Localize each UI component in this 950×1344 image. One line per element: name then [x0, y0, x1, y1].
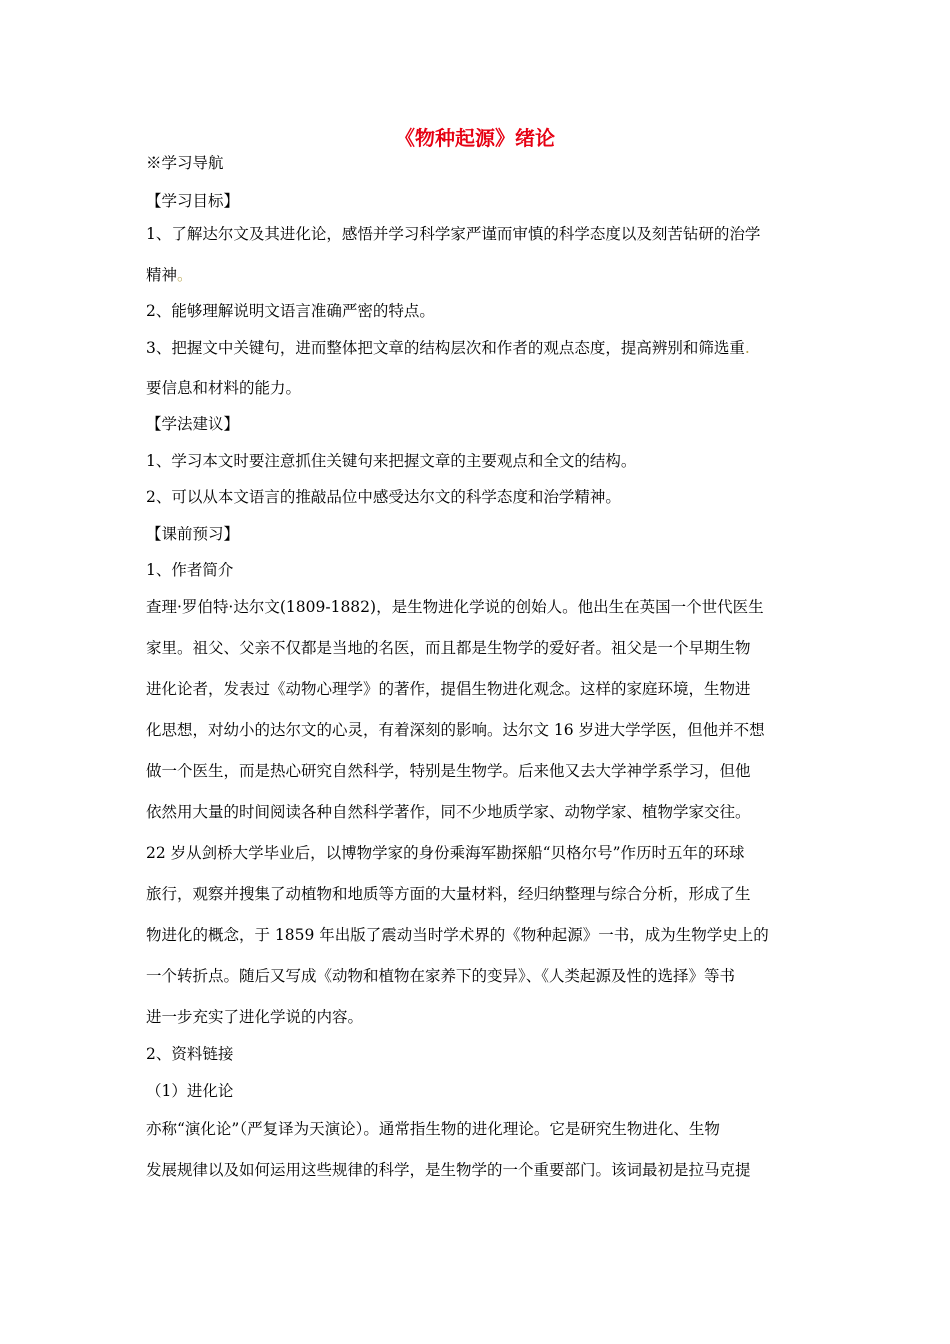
goal-3-line-2: 要信息和材料的能力。 — [146, 379, 302, 397]
goal-3-text: 3、把握文中关键句，进而整体把文章的结构层次和作者的观点态度，提高辨别和筛选重 — [146, 339, 745, 357]
method-1: 1、学习本文时要注意抓住关键句来把握文章的主要观点和全文的结构。 — [146, 452, 637, 470]
evolution-subheading: （1）进化论 — [146, 1082, 234, 1100]
document-title: 《物种起源》绪论 — [395, 126, 555, 150]
goal-2: 2、能够理解说明文语言准确严密的特点。 — [146, 302, 435, 320]
bio-line-4: 化思想，对幼小的达尔文的心灵，有着深刻的影响。达尔文 16 岁进大学学医，但他并不想 — [146, 721, 765, 739]
author-intro-heading: 1、作者简介 — [146, 561, 234, 579]
bio-line-9: 物进化的概念，于 1859 年出版了震动当时学术界的《物种起源》一书，成为生物学史上的 — [146, 926, 769, 944]
goal-3-line-1 — [146, 338, 750, 358]
bio-line-2: 家里。祖父、父亲不仅都是当地的名医，而且都是生物学的爱好者。祖父是一个早期生物 — [146, 639, 751, 657]
bio-line-5: 做一个医生，而是热心研究自然科学，特别是生物学。后来他又去大学神学系学习，但他 — [146, 762, 751, 780]
bio-line-1: 查理·罗伯特·达尔文(1809-1882)，是生物进化学说的创始人。他出生在英国一个世代医生 — [146, 598, 764, 616]
goal-3-mark: . — [744, 339, 750, 357]
bio-line-3: 进化论者，发表过《动物心理学》的著作，提倡生物进化观念。这样的家庭环境，生物进 — [146, 680, 751, 698]
goal-1-text-end: 精神 — [146, 266, 178, 284]
goal-1-line-2 — [146, 265, 193, 285]
section-heading-guide: ※学习导航 — [146, 154, 224, 172]
bio-line-8: 旅行，观察并搜集了动植物和地质等方面的大量材料，经归纳整理与综合分析，形成了生 — [146, 885, 751, 903]
section-heading-goals: 【学习目标】 — [146, 192, 240, 210]
bio-line-6: 依然用大量的时间阅读各种自然科学著作，同不少地质学家、动物学家、植物学家交往。 — [146, 803, 751, 821]
goal-1-line-1: 1、了解达尔文及其进化论，感悟并学习科学家严谨而审慎的科学态度以及刻苦钻研的治学 — [146, 225, 761, 243]
materials-heading: 2、资料链接 — [146, 1045, 234, 1063]
bio-line-7: 22 岁从剑桥大学毕业后，以博物学家的身份乘海军勘探船“贝格尔号”作历时五年的环球 — [146, 844, 745, 862]
evolution-line-2: 发展规律以及如何运用这些规律的科学，是生物学的一个重要部门。该词最初是拉马克提 — [146, 1161, 751, 1179]
section-heading-preview: 【课前预习】 — [146, 525, 240, 543]
bio-line-11: 进一步充实了进化学说的内容。 — [146, 1008, 364, 1026]
evolution-line-1: 亦称“演化论”（严复译为天演论）。通常指生物的进化理论。它是研究生物进化、生物 — [146, 1120, 720, 1138]
bio-line-10: 一个转折点。随后又写成《动物和植物在家养下的变异》、《人类起源及性的选择》等书 — [146, 967, 736, 985]
section-heading-method: 【学法建议】 — [146, 415, 240, 433]
goal-1-period: 。 — [177, 266, 193, 284]
method-2: 2、可以从本文语言的推敲品位中感受达尔文的科学态度和治学精神。 — [146, 488, 621, 506]
